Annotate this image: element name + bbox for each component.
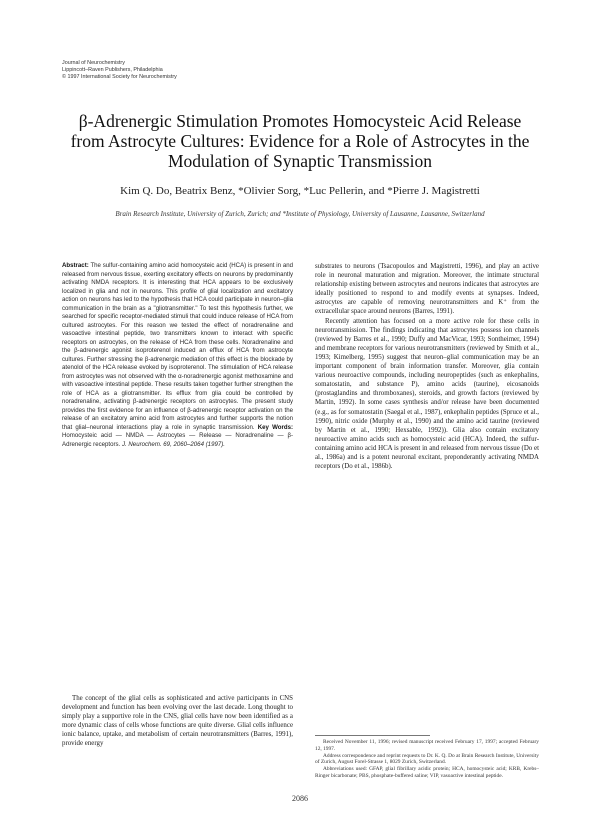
paper-title: β-Adrenergic Stimulation Promotes Homocysteic Acid Release from Astrocyte Cultures: Evidence for a Role of Astrocytes in the Modulation of Synaptic Transmission xyxy=(70,111,530,171)
abstract-label: Abstract: xyxy=(62,262,89,269)
intro-paragraph-1: The concept of the glial cells as sophisticated and active participants in CNS development and function has been evolving over the last decade. Long thought to simply play a supportive role in the CNS, glial cells have now been identified as a more dynamic class of cells whose functions are quite diverse. Glial cells influence ionic balance, uptake, and metabolism of certain neurotransmitters (Barres, 1991), provide energy xyxy=(62,695,293,748)
intro-paragraph-continuation: substrates to neurons (Tsacopoulos and Magistretti, 1996), and play an active role in neuronal maturation and migration. Moreover, the intimate structural relationship existing between astrocytes and neurons indicates that astrocytes are ideally positioned to respond to and modify events at synapses. Indeed, astrocytes are capable of removing neurotransmitters and K⁺ from the extracellular space around neurons (Barres, 1991). xyxy=(315,263,539,316)
copyright: © 1997 International Society for Neurochemistry xyxy=(62,74,177,80)
page-number: 2086 xyxy=(292,794,308,803)
affiliation: Brain Research Institute, University of Zurich, Zurich; and *Institute of Physiology, University of Lausanne, Lausanne, Switzerland xyxy=(115,210,485,218)
abstract xyxy=(62,262,293,449)
footnote-received: Received November 11, 1996; revised manuscript received February 17, 1997; accepted February 12, 1997. xyxy=(315,739,539,752)
intro-paragraph-2: Recently attention has focused on a more active role for these cells in neurotransmission. The findings indicating that astrocytes possess ion channels (reviewed by Barres et al., 1990; Duffy and MacVicar, 1993; Sontheimer, 1994) and membrane receptors for various neurotransmitters (reviewed by Smith et al., 1993; Kimelberg, 1995) suggest that neuron–glial communication may be an important component of brain information transfer. Moreover, glia contain various neuroactive compounds, including neuropeptides (such as enkephalins, somatostatin, and substance P), amino acids (taurine), eicosanoids (prostaglandins and thromboxanes), steroids, and growth factors (reviewed by Martin, 1992). In some cases synthesis and/or release have been documented (e.g., as for somatostatin (Saegal et al., 1987), enkephalin peptides (Spruce et al., 1990), nitric oxide (Murphy et al., 1990) and the amino acid taurine (reviewed by Martin et al., 1990; Hexsable, 1992)). Glia also contain excitatory neuroactive amino acids such as homocysteic acid (HCA). Indeed, the sulfur-containing amino acid HCA is present in and released from nervous tissue (Do et al., 1986a) and is a potent neuronal excitant, preponderantly activating NMDA receptors (Do et al., 1986b). xyxy=(315,317,539,471)
journal-name: Journal of Neurochemistry xyxy=(62,60,125,66)
publisher: Lippincott–Raven Publishers, Philadelphia xyxy=(62,67,163,73)
keywords-label: Key Words: xyxy=(257,423,293,431)
footnote-abbreviations: Abbreviations used: GFAP, glial fibrillary acidic protein; HCA, homocysteic acid; KRB, Krebs–Ringer bicarbonate; PBS, phosphate-buffered saline; VIP, vasoactive intestinal peptide. xyxy=(315,766,539,779)
journal-header xyxy=(62,60,322,81)
author-list: Kim Q. Do, Beatrix Benz, *Olivier Sorg, *Luc Pellerin, and *Pierre J. Magistretti xyxy=(120,185,480,197)
abstract-text: The sulfur-containing amino acid homocysteic acid (HCA) is present in and released from nervous tissue, exerting excitatory effects on neurons by predominantly activating NMDA receptors. It is interesting that HCA appears to be exclusively localized in glia and not in neurons. This profile of glial localization and excitatory action on neurons has led to the hypothesis that HCA could participate in neuron–glia communication in the brain as a "gliotransmitter." To test this hypothesis further, we searched for specific receptor-mediated stimuli that could induce release of HCA from cultured astrocytes. For this reason we tested the effect of noradrenaline and vasoactive intestinal peptide, two transmitters known to interact with specific receptors on astrocytes, on the release of HCA from these cells. Noradrenaline and the β-adrenergic agonist isoproterenol induced an efflux of HCA from astrocyte cultures. Further stressing the β-adrenergic mediation of this effect is the blockade by atenolol of the HCA release evoked by isoproterenol. The stimulation of HCA release from astrocytes was not observed with the α-noradrenergic agonist methoxamine and with vasoactive intestinal peptide. These results taken together further strengthen the role of HCA as a gliotransmitter. Its efflux from glia could be controlled by noradrenaline, activating β-adrenergic receptors on astrocytes. The present study provides the first evidence for an influence of β-adrenergic receptor activation on the release of an excitatory amino acid from astrocytes and further supports the notion that glial–neuronal interactions play a role in synaptic transmission. xyxy=(62,262,293,431)
citation: J. Neurochem. 69, 2060–2064 (1997). xyxy=(121,440,225,448)
footnote-correspondence: Address correspondence and reprint requests to Dr. K. Q. Do at Brain Research Institute, University of Zurich, August Forel-Strasse 1, 8029 Zurich, Switzerland. xyxy=(315,752,539,766)
footnote-divider xyxy=(315,735,430,736)
keywords-text: Homocysteic acid — NMDA — Astrocytes — Release — Noradrenaline — β-Adrenergic receptors. xyxy=(62,432,293,448)
footnotes xyxy=(315,739,539,780)
right-column xyxy=(315,262,539,471)
